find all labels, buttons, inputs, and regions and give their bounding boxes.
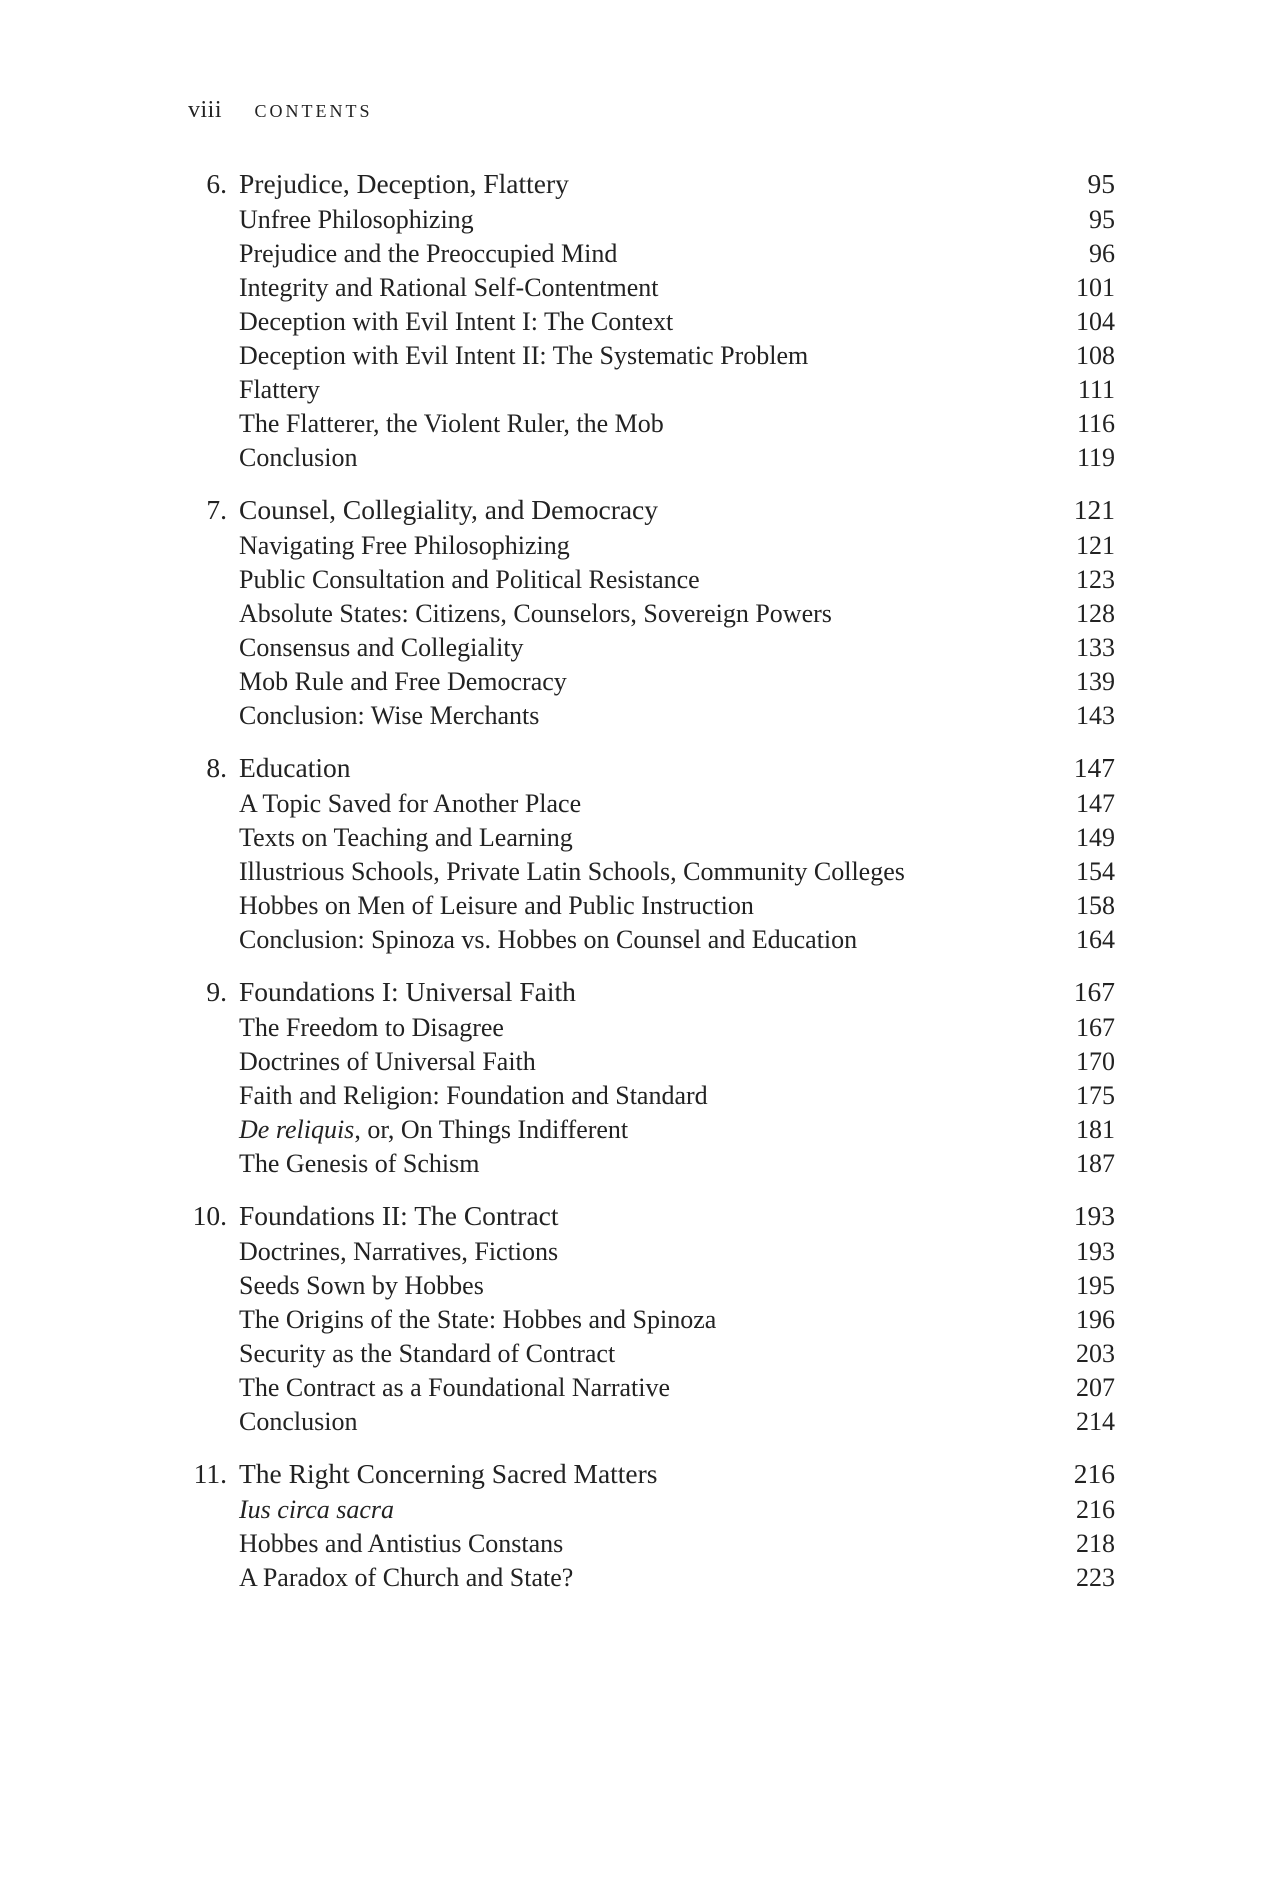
chapter-title: Prejudice, Deception, Flattery bbox=[239, 168, 569, 199]
section-title: The Flatterer, the Violent Ruler, the Mob bbox=[239, 409, 664, 438]
section-page-number: 147 bbox=[1076, 789, 1115, 818]
chapter-page-number: 121 bbox=[1073, 494, 1115, 525]
section-page-number: 223 bbox=[1076, 1563, 1115, 1592]
toc-chapter-row[interactable] bbox=[0, 749, 1281, 787]
toc-chapter bbox=[0, 973, 1281, 1181]
section-title: A Paradox of Church and State? bbox=[239, 1563, 574, 1592]
section-title: Absolute States: Citizens, Counselors, Sovereign Powers bbox=[239, 599, 832, 628]
toc-section-row[interactable] bbox=[0, 1337, 1281, 1371]
toc-section-row[interactable] bbox=[0, 923, 1281, 957]
section-title: A Topic Saved for Another Place bbox=[239, 789, 582, 818]
section-page-number: 158 bbox=[1076, 891, 1115, 920]
toc-chapter-row[interactable] bbox=[0, 973, 1281, 1011]
chapter-title: Foundations I: Universal Faith bbox=[239, 976, 576, 1007]
section-title bbox=[239, 1493, 394, 1527]
chapter-number: 7. bbox=[206, 494, 227, 525]
toc-section-row[interactable] bbox=[0, 237, 1281, 271]
chapter-number: 10. bbox=[192, 1200, 227, 1231]
section-page-number: 149 bbox=[1076, 823, 1115, 852]
chapter-title: Education bbox=[239, 752, 351, 783]
chapter-page-number: 193 bbox=[1073, 1200, 1115, 1231]
section-page-number: 95 bbox=[1089, 205, 1115, 234]
toc-section-row[interactable] bbox=[0, 889, 1281, 923]
toc-section-row[interactable] bbox=[0, 1371, 1281, 1405]
toc-section-row[interactable] bbox=[0, 1147, 1281, 1181]
toc-section-row[interactable] bbox=[0, 1561, 1281, 1595]
section-page-number: 154 bbox=[1076, 857, 1115, 886]
chapter-page-number: 95 bbox=[1087, 168, 1115, 199]
toc-chapter bbox=[0, 1197, 1281, 1439]
chapter-page-number: 216 bbox=[1073, 1458, 1115, 1489]
chapter-title: Foundations II: The Contract bbox=[239, 1200, 559, 1231]
toc-section-row[interactable] bbox=[0, 787, 1281, 821]
section-title: Doctrines of Universal Faith bbox=[239, 1047, 536, 1076]
section-title: The Freedom to Disagree bbox=[239, 1013, 504, 1042]
section-page-number: 121 bbox=[1076, 531, 1115, 560]
section-page-number: 133 bbox=[1076, 633, 1115, 662]
toc-section-row[interactable] bbox=[0, 597, 1281, 631]
section-title: Prejudice and the Preoccupied Mind bbox=[239, 239, 618, 268]
section-page-number: 195 bbox=[1076, 1271, 1115, 1300]
section-page-number: 108 bbox=[1076, 341, 1115, 370]
section-page-number: 214 bbox=[1076, 1407, 1115, 1436]
toc-section-row[interactable] bbox=[0, 1405, 1281, 1439]
toc-section-row[interactable] bbox=[0, 855, 1281, 889]
table-of-contents bbox=[0, 165, 1281, 1611]
chapter-page-number: 167 bbox=[1073, 976, 1115, 1007]
section-title: Mob Rule and Free Democracy bbox=[239, 667, 567, 696]
chapter-number: 6. bbox=[206, 168, 227, 199]
running-head-title: CONTENTS bbox=[254, 101, 373, 121]
toc-section-row[interactable] bbox=[0, 1269, 1281, 1303]
toc-chapter-row[interactable] bbox=[0, 1455, 1281, 1493]
toc-section-row[interactable] bbox=[0, 373, 1281, 407]
section-title-italic: De reliquis bbox=[239, 1115, 355, 1144]
chapter-title: Counsel, Collegiality, and Democracy bbox=[239, 494, 659, 525]
section-title: Flattery bbox=[239, 375, 320, 404]
section-title: Public Consultation and Political Resistance bbox=[239, 565, 700, 594]
toc-section-row[interactable] bbox=[0, 441, 1281, 475]
section-title: Hobbes on Men of Leisure and Public Instruction bbox=[239, 891, 754, 920]
section-title: The Genesis of Schism bbox=[239, 1149, 480, 1178]
toc-section-row[interactable] bbox=[0, 1235, 1281, 1269]
section-page-number: 196 bbox=[1076, 1305, 1115, 1334]
section-title: Unfree Philosophizing bbox=[239, 205, 474, 234]
toc-section-row[interactable] bbox=[0, 529, 1281, 563]
chapter-number: 11. bbox=[193, 1458, 227, 1489]
section-page-number: 216 bbox=[1076, 1495, 1115, 1524]
section-page-number: 207 bbox=[1076, 1373, 1115, 1402]
toc-chapter bbox=[0, 165, 1281, 475]
toc-chapter-row[interactable] bbox=[0, 1197, 1281, 1235]
toc-section-row[interactable] bbox=[0, 407, 1281, 441]
section-title-rest: , or, On Things Indifferent bbox=[354, 1115, 629, 1144]
section-page-number: 139 bbox=[1076, 667, 1115, 696]
section-title bbox=[239, 1113, 628, 1147]
toc-section-row[interactable] bbox=[0, 339, 1281, 373]
section-title-italic: Ius circa sacra bbox=[239, 1495, 395, 1524]
section-title: Deception with Evil Intent I: The Context bbox=[239, 307, 674, 336]
toc-section-row[interactable] bbox=[0, 1011, 1281, 1045]
toc-section-row[interactable] bbox=[0, 665, 1281, 699]
section-title: Conclusion: Spinoza vs. Hobbes on Counsel and Education bbox=[239, 925, 858, 954]
section-title: Hobbes and Antistius Constans bbox=[239, 1529, 564, 1558]
toc-chapter-row[interactable] bbox=[0, 491, 1281, 529]
section-page-number: 143 bbox=[1076, 701, 1115, 730]
section-page-number: 181 bbox=[1076, 1115, 1115, 1144]
section-page-number: 123 bbox=[1076, 565, 1115, 594]
toc-section-row[interactable] bbox=[0, 1527, 1281, 1561]
section-title: The Contract as a Foundational Narrative bbox=[239, 1373, 671, 1402]
toc-section-row[interactable] bbox=[0, 1493, 1281, 1527]
section-page-number: 218 bbox=[1076, 1529, 1115, 1558]
toc-chapter-row[interactable] bbox=[0, 165, 1281, 203]
section-page-number: 167 bbox=[1076, 1013, 1115, 1042]
section-title: Seeds Sown by Hobbes bbox=[239, 1271, 484, 1300]
section-page-number: 187 bbox=[1076, 1149, 1115, 1178]
toc-section-row[interactable] bbox=[0, 203, 1281, 237]
section-page-number: 128 bbox=[1076, 599, 1115, 628]
section-title: Deception with Evil Intent II: The Systematic Problem bbox=[239, 341, 809, 370]
toc-section-row[interactable] bbox=[0, 699, 1281, 733]
section-title: Navigating Free Philosophizing bbox=[239, 531, 570, 560]
section-page-number: 111 bbox=[1077, 375, 1115, 404]
toc-section-row[interactable] bbox=[0, 821, 1281, 855]
section-page-number: 170 bbox=[1076, 1047, 1115, 1076]
chapter-number: 8. bbox=[206, 752, 227, 783]
chapter-number: 9. bbox=[206, 976, 227, 1007]
chapter-page-number: 147 bbox=[1073, 752, 1115, 783]
section-title: Conclusion bbox=[239, 1407, 358, 1436]
toc-section-row[interactable] bbox=[0, 563, 1281, 597]
section-title: Security as the Standard of Contract bbox=[239, 1339, 616, 1368]
section-page-number: 203 bbox=[1076, 1339, 1115, 1368]
section-page-number: 164 bbox=[1076, 925, 1115, 954]
toc-section-row[interactable] bbox=[0, 1113, 1281, 1147]
section-title: Conclusion: Wise Merchants bbox=[239, 701, 540, 730]
section-title: Texts on Teaching and Learning bbox=[239, 823, 573, 852]
toc-chapter bbox=[0, 491, 1281, 733]
toc-section-row[interactable] bbox=[0, 305, 1281, 339]
section-title: Integrity and Rational Self-Contentment bbox=[239, 273, 659, 302]
section-title: Conclusion bbox=[239, 443, 358, 472]
section-page-number: 193 bbox=[1076, 1237, 1115, 1266]
section-page-number: 116 bbox=[1076, 409, 1115, 438]
chapter-title: The Right Concerning Sacred Matters bbox=[239, 1458, 658, 1489]
toc-section-row[interactable] bbox=[0, 1079, 1281, 1113]
running-head bbox=[188, 96, 373, 125]
page-folio: viii bbox=[188, 97, 223, 123]
toc-chapter bbox=[0, 749, 1281, 957]
toc-chapter bbox=[0, 1455, 1281, 1595]
section-page-number: 104 bbox=[1076, 307, 1115, 336]
toc-section-row[interactable] bbox=[0, 1303, 1281, 1337]
toc-section-row[interactable] bbox=[0, 1045, 1281, 1079]
section-title: Doctrines, Narratives, Fictions bbox=[239, 1237, 559, 1266]
section-title: Consensus and Collegiality bbox=[239, 633, 524, 662]
section-page-number: 175 bbox=[1076, 1081, 1115, 1110]
section-page-number: 119 bbox=[1076, 443, 1115, 472]
section-title: Illustrious Schools, Private Latin Schools, Community Colleges bbox=[239, 857, 905, 886]
toc-section-row[interactable] bbox=[0, 271, 1281, 305]
toc-section-row[interactable] bbox=[0, 631, 1281, 665]
section-page-number: 96 bbox=[1089, 239, 1115, 268]
section-title: The Origins of the State: Hobbes and Spinoza bbox=[239, 1305, 717, 1334]
section-title: Faith and Religion: Foundation and Standard bbox=[239, 1081, 708, 1110]
section-page-number: 101 bbox=[1076, 273, 1115, 302]
